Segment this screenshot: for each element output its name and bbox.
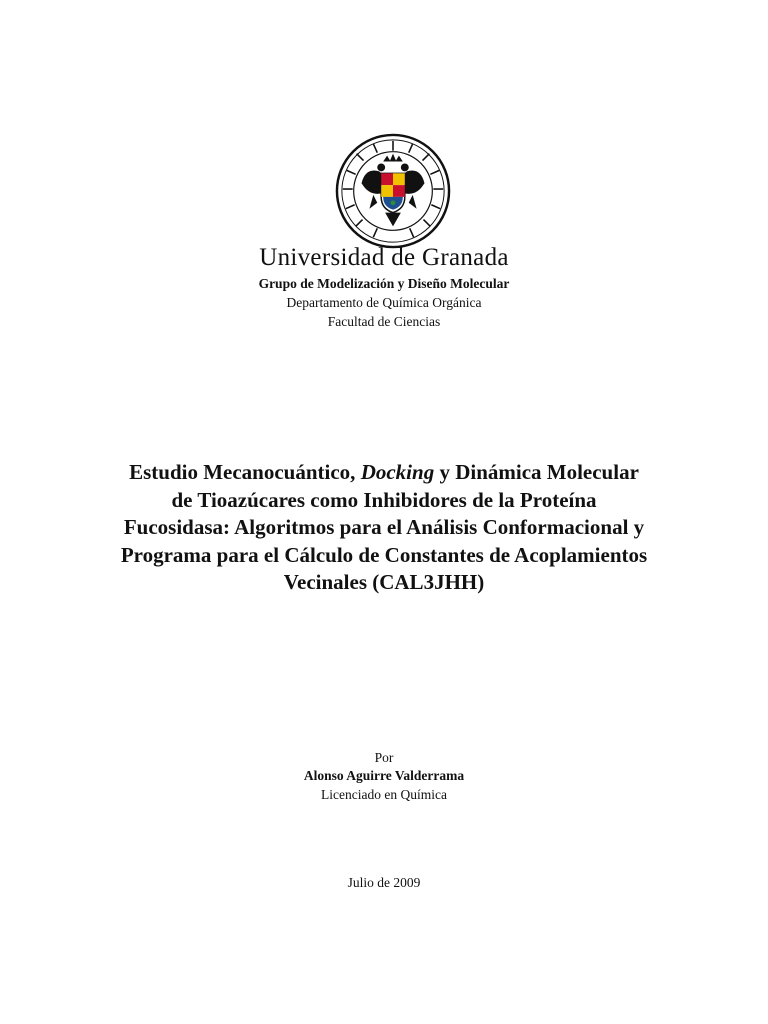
title-italic-term: Docking (360, 460, 435, 484)
author-degree: Licenciado en Química (321, 787, 447, 802)
author-name: Alonso Aguirre Valderrama (303, 768, 465, 783)
faculty: Facultad de Ciencias (327, 314, 441, 329)
by-label: Por (374, 750, 394, 765)
title-part-2: y Dinámica Molecular de Tioazúcares como Inhibidores de la Proteína Fucosidasa: Algoritmos para el Análisis Conformacional y Programa para el Cálculo de Constantes de Acoplamientos Vecinales (CAL3JHH) (120, 460, 648, 594)
date: Julio de 2009 (347, 875, 421, 890)
university-name: Universidad de Granada (259, 244, 509, 271)
department: Departamento de Química Orgánica (286, 295, 482, 310)
research-group: Grupo de Modelización y Diseño Molecular (258, 276, 510, 291)
university-of-granada-seal-icon (334, 132, 452, 250)
thesis-title (120, 459, 648, 597)
title-part-1: Estudio Mecanocuántico, (129, 460, 361, 484)
